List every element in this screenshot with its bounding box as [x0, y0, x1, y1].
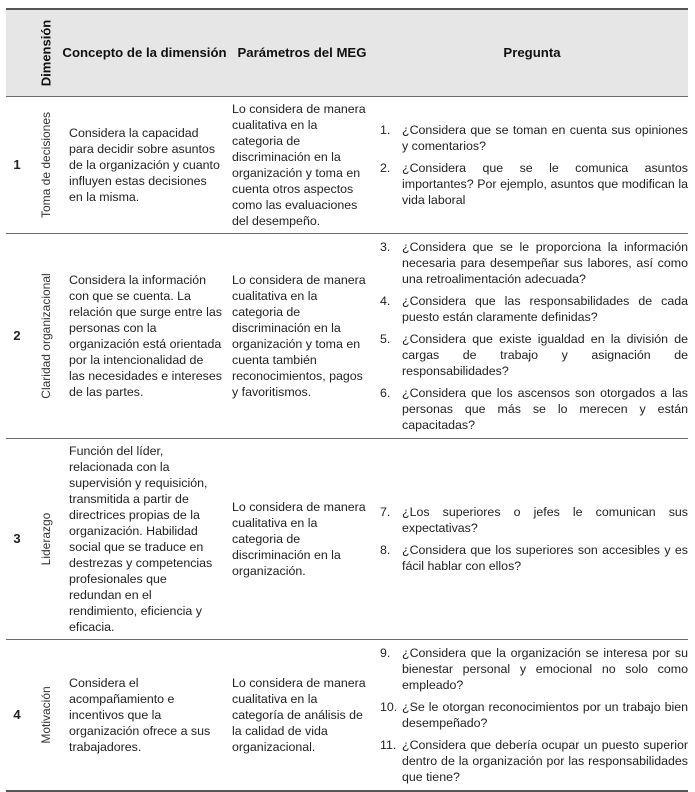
question-text: ¿Considera que se toman en cuenta sus opiniones y comentarios?	[402, 122, 688, 153]
questions-cell	[376, 233, 688, 438]
question-number: 10.	[380, 699, 398, 714]
table-row	[6, 233, 688, 438]
concept-cell: Considera la capacidad para decidir sobre asuntos de la organización y cuanto influyen estas decisiones en la misma.	[69, 125, 220, 204]
table-row	[6, 96, 688, 233]
question-number: 5.	[380, 331, 391, 346]
dimension-label: Motivación	[38, 685, 53, 744]
question-item	[380, 699, 688, 731]
dimension-label: Liderazgo	[38, 512, 53, 565]
question-text: ¿Considera que las responsabilidades de cada puesto están claramente definidas?	[402, 293, 688, 324]
question-number: 6.	[380, 385, 391, 400]
question-text: ¿Considera que los ascensos son otorgados a las personas que más se lo merecen y están capacitadas?	[402, 385, 688, 432]
question-item	[380, 160, 688, 208]
row-number: 2	[13, 327, 21, 343]
question-item	[380, 293, 688, 325]
question-text: ¿Considera que debería ocupar un puesto superior dentro de la organización por las responsabilidades que tiene?	[402, 737, 688, 784]
concept-cell: Función del líder, relacionada con la supervisión y requisición, transmitida a partir de directrices propias de la organización. Habilidad social que se traduce en destrezas y competencias profesionales que redundan en el rendimiento, eficiencia y eficacia.	[69, 443, 213, 634]
parameters-cell: Lo considera de manera cualitativa en la categoría de análisis de la calidad de vida organizacional.	[232, 675, 366, 754]
dimension-cell	[30, 639, 61, 791]
question-text: ¿Considera que existe igualdad en la división de cargas de trabajo y asignación de responsabilidades?	[402, 331, 688, 378]
question-list	[380, 504, 688, 574]
question-number: 1.	[380, 122, 391, 137]
question-item	[380, 385, 688, 433]
row-number: 1	[13, 156, 21, 172]
concept-cell: Considera la información con que se cuenta. La relación que surge entre las personas con la organización está orientada por la intencionalidad de las necesidades e intereses de las partes.	[69, 272, 222, 399]
question-item	[380, 239, 688, 287]
parameters-cell: Lo considera de manera cualitativa en la categoria de discriminación en la organización y toma en cuenta otros aspectos como las evaluaciones del desempeño.	[232, 101, 366, 228]
question-item	[380, 122, 688, 154]
header-dimension	[30, 9, 61, 96]
questions-cell	[376, 438, 688, 639]
header-number	[6, 9, 30, 96]
question-number: 4.	[380, 293, 391, 308]
question-text: ¿Considera que la organización se interesa por su bienestar personal y emocional no solo como empleado?	[402, 645, 688, 692]
question-text: ¿Considera que se le comunica asuntos importantes? Por ejemplo, asuntos que modifican la vida laboral	[402, 160, 688, 207]
meg-dimensions-table	[6, 8, 688, 792]
question-item	[380, 737, 688, 785]
table-row	[6, 639, 688, 791]
question-list	[380, 122, 688, 208]
header-parameters: Parámetros del MEG	[237, 45, 367, 61]
dimension-cell	[30, 438, 61, 639]
dimension-cell	[30, 96, 61, 233]
question-number: 11.	[380, 737, 397, 752]
question-text: ¿Se le otorgan reconocimientos por un trabajo bien desempeñado?	[402, 699, 688, 730]
header-dimension-label: Dimensión	[38, 19, 53, 86]
questions-cell	[376, 639, 688, 791]
row-number: 4	[13, 706, 21, 722]
parameters-cell: Lo considera de manera cualitativa en la categoria de discriminación en la organización y toma en cuenta también reconocimientos, pagos y favoritismos.	[232, 272, 366, 399]
question-list	[380, 645, 688, 785]
question-number: 7.	[380, 504, 391, 519]
question-number: 2.	[380, 160, 391, 175]
dimension-label: Toma de decisiones	[38, 111, 53, 218]
question-number: 9.	[380, 645, 391, 660]
parameters-cell: Lo considera de manera cualitativa en la categoria de discriminación en la organización.	[232, 499, 366, 578]
question-item	[380, 645, 688, 693]
question-number: 8.	[380, 542, 391, 557]
question-item	[380, 504, 688, 536]
row-number: 3	[13, 530, 21, 546]
question-item	[380, 542, 688, 574]
concept-cell: Considera el acompañamiento e incentivos que la organización ofrece a sus trabajadores.	[69, 675, 211, 754]
table-body	[6, 96, 688, 791]
question-list	[380, 239, 688, 433]
table-header-row	[6, 9, 688, 96]
question-text: ¿Los superiores o jefes le comunican sus expectativas?	[402, 504, 688, 535]
question-text: ¿Considera que se le proporciona la información necesaria para desempeñar sus labores, así como una retroalimentación adecuada?	[402, 239, 688, 286]
dimension-label: Claridad organizacional	[38, 272, 53, 399]
question-number: 3.	[380, 239, 391, 254]
header-question: Pregunta	[503, 45, 561, 61]
header-concept: Concepto de la dimensión	[62, 45, 227, 61]
question-text: ¿Considera que los superiores son accesibles y es fácil hablar con ellos?	[402, 542, 688, 573]
questions-cell	[376, 96, 688, 233]
dimension-cell	[30, 233, 61, 438]
question-item	[380, 331, 688, 379]
table-row	[6, 438, 688, 639]
